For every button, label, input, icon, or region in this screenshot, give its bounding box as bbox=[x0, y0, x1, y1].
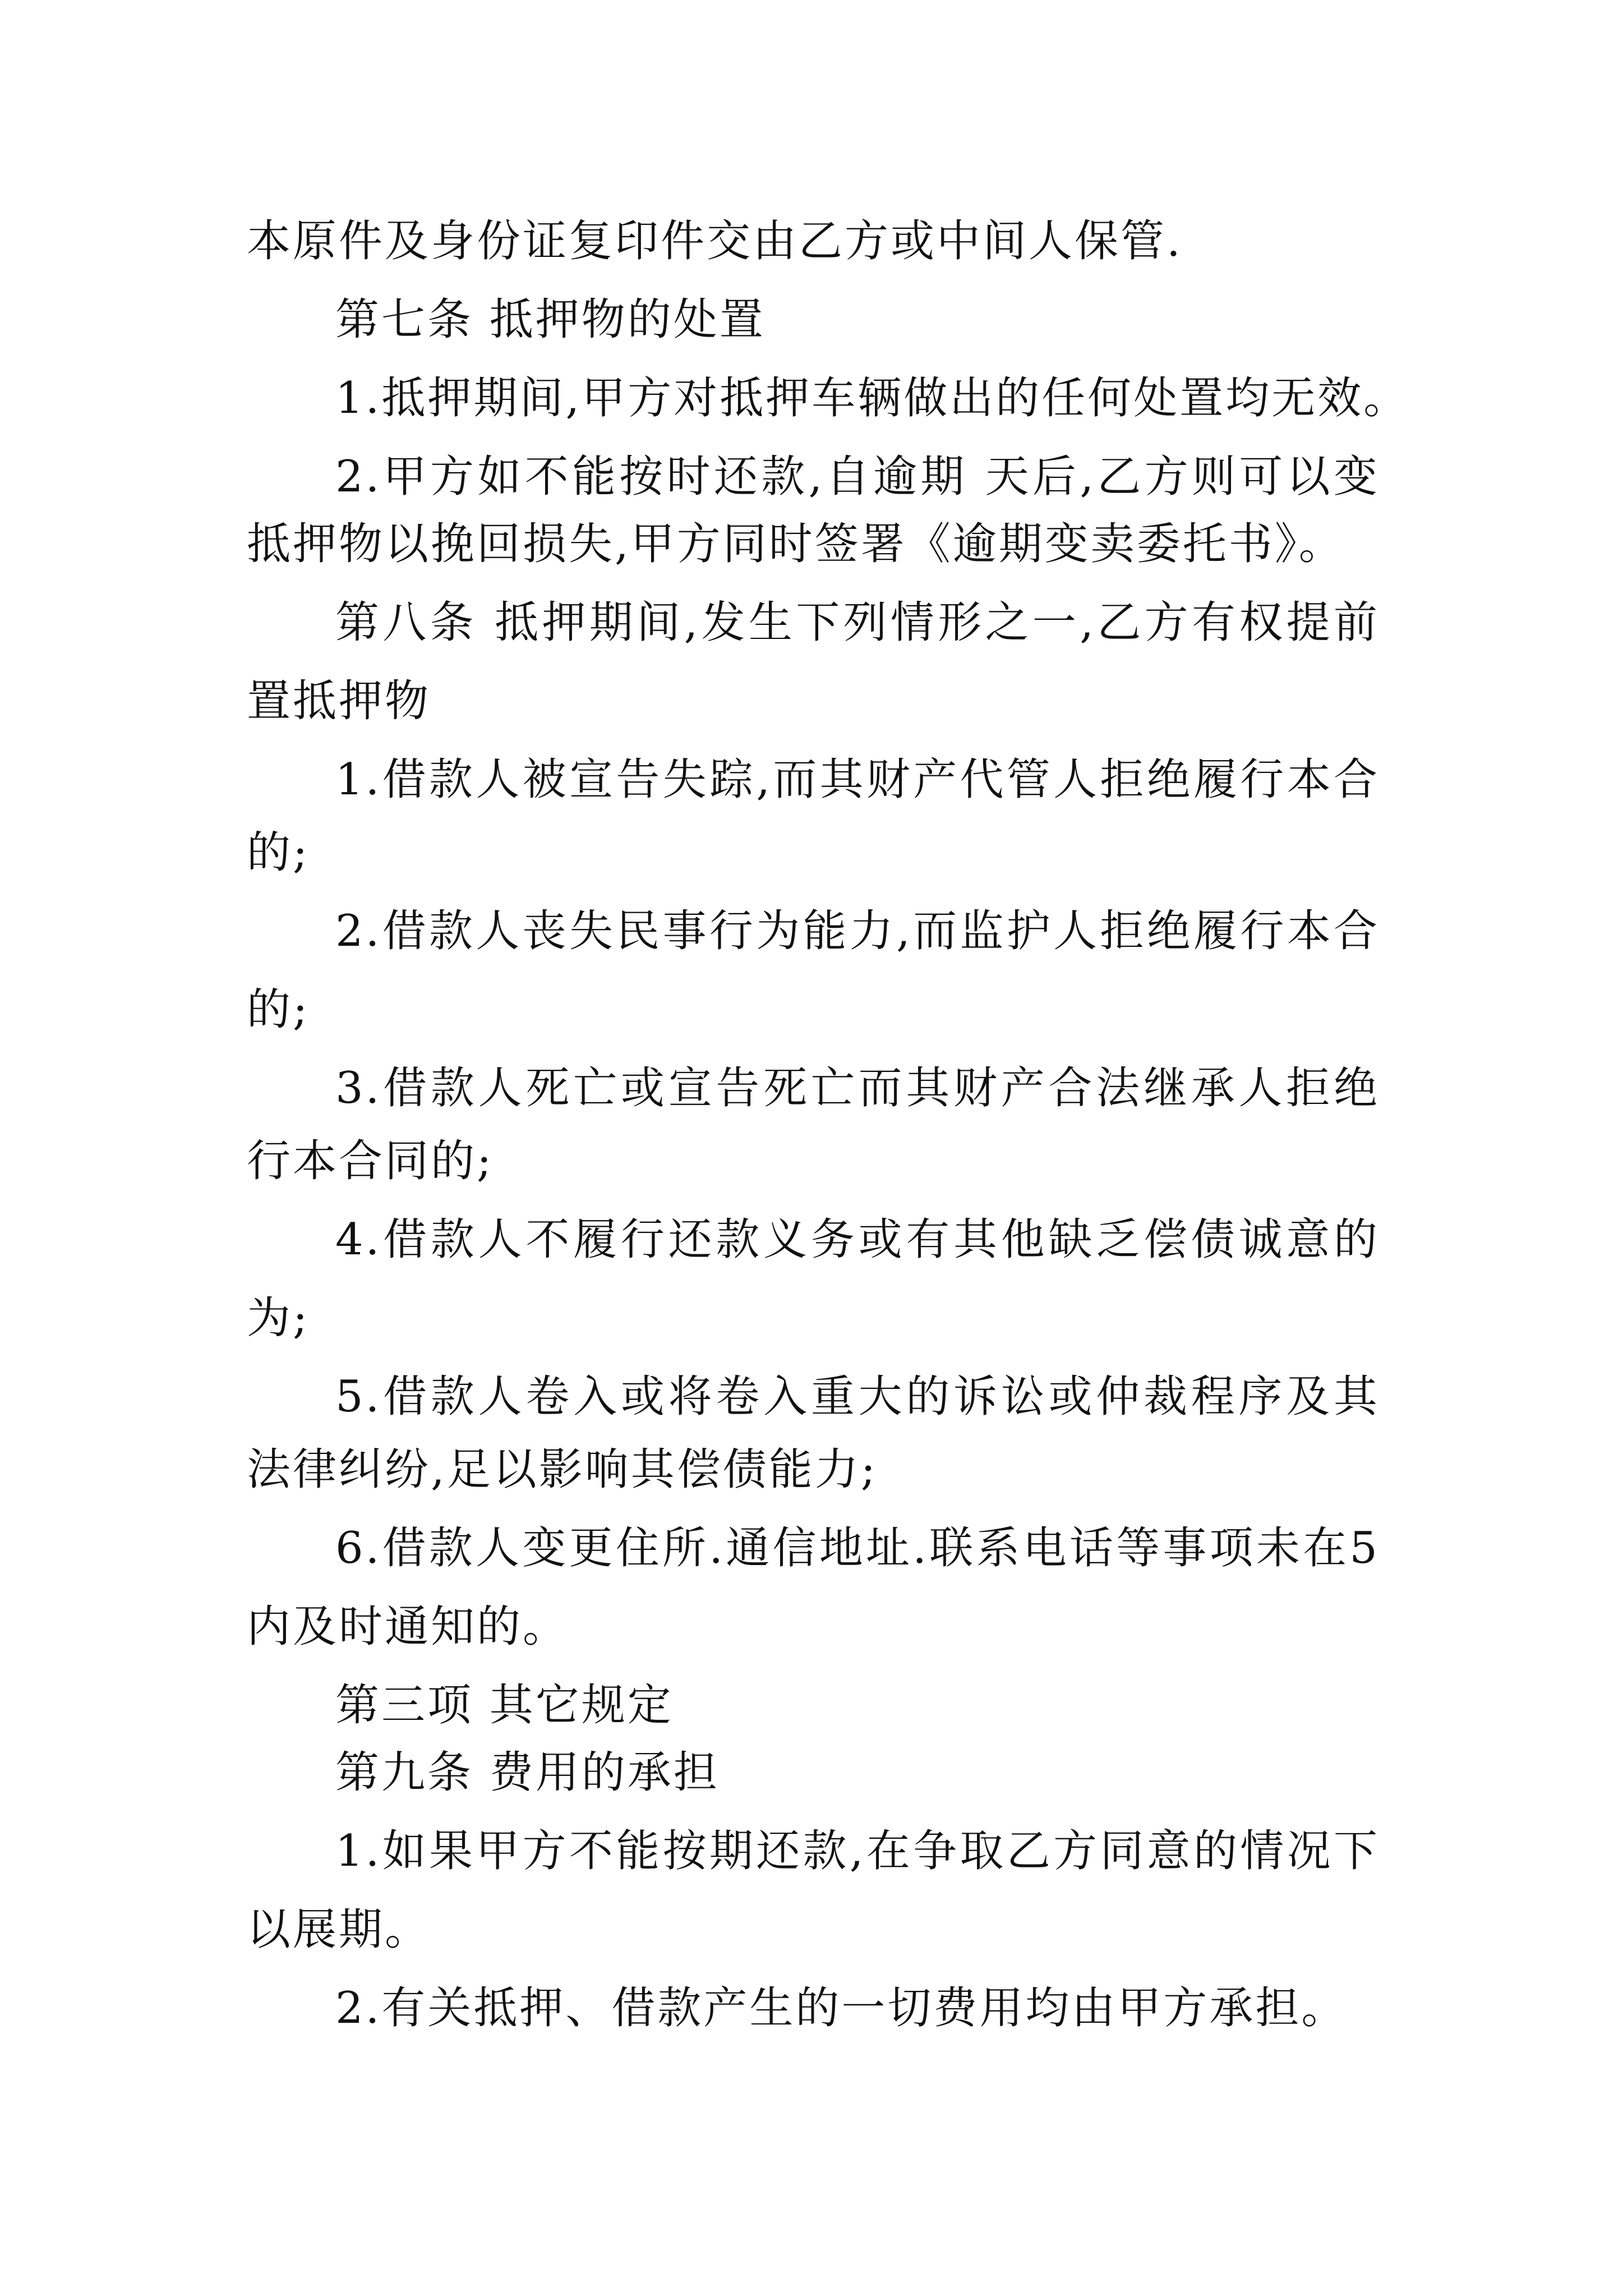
list-item: 3.借款人死亡或宣告死亡而其财产合法继承人拒绝 bbox=[335, 1063, 1380, 1114]
text-line: 本原件及身份证复印件交由乙方或中间人保管. bbox=[247, 216, 1183, 266]
text-line: 的; bbox=[247, 984, 310, 1035]
list-item: 1.借款人被宣告失踪,而其财产代管人拒绝履行本合 bbox=[335, 754, 1380, 805]
text-line: 内及时通知的。 bbox=[247, 1602, 569, 1652]
section-heading: 第九条 费用的承担 bbox=[335, 1747, 720, 1798]
list-item: 4.借款人不履行还款义务或有其他缺乏偿债诚意的 bbox=[335, 1214, 1380, 1265]
list-item: 2.有关抵押、借款产生的一切费用均由甲方承担。 bbox=[335, 1983, 1348, 2033]
text-line: 1.抵押期间,甲方对抵押车辆做出的任何处置均无效。 bbox=[335, 373, 1410, 424]
text-line: 的; bbox=[247, 827, 310, 878]
list-item: 6.借款人变更住所.通信地址.联系电话等事项未在5 bbox=[335, 1523, 1380, 1573]
text-line: 法律纠纷,足以影响其偿债能力; bbox=[247, 1444, 878, 1495]
list-item: 5.借款人卷入或将卷入重大的诉讼或仲裁程序及其 bbox=[335, 1372, 1380, 1422]
text-line: 抵押物以挽回损失,甲方同时签署《逾期变卖委托书》。 bbox=[247, 519, 1345, 569]
text-line: 行本合同的; bbox=[247, 1136, 494, 1186]
section-heading: 第八条 抵押期间,发生下列情形之一,乙方有权提前 bbox=[335, 597, 1380, 648]
text-line: 以展期。 bbox=[247, 1904, 431, 1955]
text-line: 2.甲方如不能按时还款,自逾期 天后,乙方则可以变 bbox=[335, 452, 1380, 502]
section-heading: 第三项 其它规定 bbox=[335, 1680, 674, 1731]
section-heading: 第七条 抵押物的处置 bbox=[335, 295, 766, 345]
text-line: 置抵押物 bbox=[247, 676, 431, 726]
text-line: 为; bbox=[247, 1293, 310, 1343]
list-item: 2.借款人丧失民事行为能力,而监护人拒绝履行本合 bbox=[335, 906, 1380, 956]
list-item: 1.如果甲方不能按期还款,在争取乙方同意的情况下 bbox=[335, 1826, 1380, 1876]
